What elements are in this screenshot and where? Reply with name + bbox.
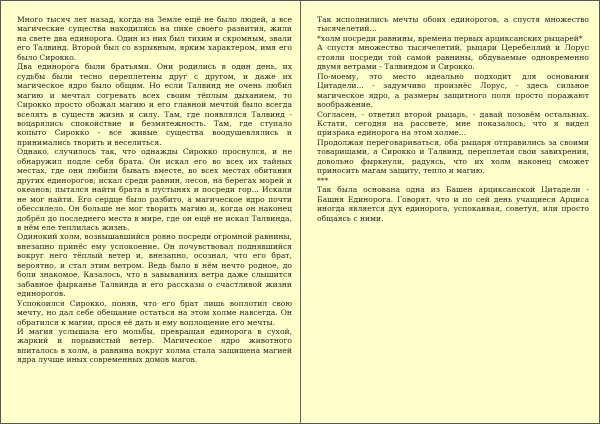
paragraph: Много тысяч лет назад, когда на Земле ещё не было людей, а все магические существа находились на пике своего развития, жили на свете два единорога. Один из них был тихим и скромным, звали его Талвинд. Второй был со взрывным, ярким характером, имя его было Сироккo.	[17, 15, 292, 62]
paragraph: Одинокий холм, возвышавшийся ровно посреди огромной равнины, внезапно принёс ему успокоение. Он почувствовал поднявшийся вокруг него тёплый ветер и, внезапно, осознал, что его брат, вероятно, и стал этим ветром. Ведь было в нём нечто родное, до боли знакомое. Казалось, что в завываниях ветра даже слышится забавное фырканье Талвинда и его рассказы о счастливой жизни единорогов.	[17, 232, 292, 299]
paragraph: *холм посреди равнины, времена первых арциксанских рыцарей*	[317, 33, 583, 43]
paragraph: Два единорога были братьями. Они родились в один день, их судьбы были тесно переплетены друг с другом, и даже их магическое ядро было общим. Но если Талвинд не очень любил магию и мечтал согревать всех своим тёплым дыханием, то Сироккo просто обожал магию и его главной мечтой было всегда вселять в существ жизнь и силу. Там, где появлялся Талвинд - воцарялись спокойствие и безмятежность. Там, где ступало копыто Сироккo - все живые существа воодушевлялись и принимались творить и веселиться.	[17, 62, 292, 147]
paragraph: Так была основана одна из Башен арциксанской Цитадели - Башня Единорога. Говорят, что и по сей день учащиеся Арциса иногда является дух единорога, успокаивая, советуя, или просто общаясь с ними.	[317, 185, 589, 223]
left-page-text	[17, 15, 292, 417]
paragraph: И магия услышала его мольбы, превращая единорога в сухой, жаркий и порывистый ветер. Магическое ядро животного впиталось в холм, а равнина вокруг холма стала защищена магией ядра лучше иных современных домов магов.	[17, 326, 292, 365]
right-page-text	[317, 15, 589, 417]
paragraph: А спустя множество тысячелетий, рыцари Церебеллий и Лорус стояли посреди той самой равнины, обдуваемые одновременно двумя ветрами - Талвиндом и Сироккo.	[317, 43, 589, 72]
separator: ***	[317, 175, 329, 185]
paragraph: Однако, случилось так, что однажды Сироккo проснулся, и не обнаружил подле себя брата. Он искал его во всех их тайных местах, где они любили бывать вместе, во всех местах обитания других единорогов; искал среди равнин, лесов, на берегах морей и океанов; пытался найти брата в пустынях и посреди гор... Искали не мог найти. Его сердце было разбито, а магическое ядро почти обессилело. Он больше не мог творить магию и, когда он наконец добрёл до последнего места в мире, где он ещё не искал Талвинда, в нём еле теплилась жизнь.	[17, 147, 292, 232]
paragraph: Так исполнились мечты обоих единорогов, а спустя множество тысячелетий...	[317, 15, 589, 34]
paragraph: Согласен, - ответил второй рыцарь, - давай позовём остальных. Кстати, сегодня на рассвете, мне показалось, что я видел призрака единорога на этом холме...	[317, 109, 589, 138]
paragraph: Продолжая переговариваться, оба рыцаря отправились за своими товарищами, а Сироккo и Талвинд, переплетая свои завихрения, довольно фыркнули, радуясь, что их холм наконец сможет приносить магам защиту, тепло и магию.	[317, 137, 589, 176]
page-divider	[300, 1, 301, 423]
paragraph: По-моему, это место идеально подходит для основания Цитадели... - задумчиво произнёс Лорус, - здесь сильное магическое ядро, а размеры защитного поля просто поражают воображение.	[317, 71, 589, 110]
paragraph: Успокоился Сироккo, поняв, что его брат лишь воплотил свою мечту, но дал себе обещание остаться на этом холме навсегда. Он обратился к магии, прося её дать и ему воплощение его мечты.	[17, 298, 292, 327]
